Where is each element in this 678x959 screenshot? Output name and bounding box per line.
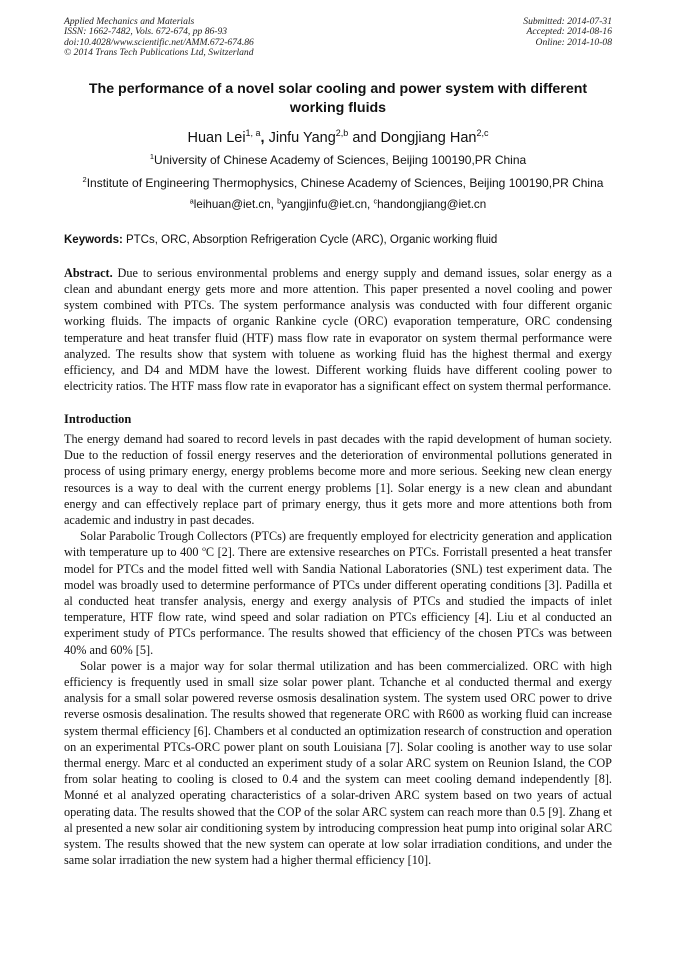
date-submitted: Submitted: 2014-07-31 [523, 16, 612, 27]
date-online: Online: 2014-10-08 [535, 36, 612, 48]
email-mark: c [373, 196, 378, 206]
paper-title: The performance of a novel solar cooling and power system with different working fluids [88, 81, 588, 117]
journal-name: Applied Mechanics and Materials [64, 16, 195, 27]
affiliation-text: Institute of Engineering Thermophysics, Chinese Academy of Sciences, Beijing 100190,PR China [86, 176, 604, 191]
keywords [64, 234, 612, 246]
keywords-text: PTCs, ORC, Absorption Refrigeration Cycle (ARC), Organic working fluid [122, 234, 498, 247]
author-affiliation-mark: 2,b [335, 128, 349, 139]
author-separator: and [348, 130, 381, 147]
journal-issn: ISSN: 1662-7482, Vols. 672-674, pp 86-93 [64, 26, 228, 38]
author-emails [64, 197, 612, 212]
email-link: handongjiang@iet.cn [377, 198, 487, 212]
email-link: yangjinfu@iet.cn, [281, 198, 374, 212]
journal-copyright: © 2014 Trans Tech Publications Ltd, Switzerland [64, 46, 254, 58]
author-name: Huan Lei [187, 130, 246, 147]
author-affiliation-mark: 2,c [476, 128, 489, 139]
degree-mark: o [202, 544, 206, 554]
section-heading-introduction: Introduction [64, 411, 132, 426]
abstract-label: Abstract. [64, 266, 113, 281]
keywords-label: Keywords: [64, 234, 123, 247]
intro-paragraph-1: The energy demand had soared to record levels in past decades with the rapid development of human society. Due to the reduction of fossil energy reserves and the deterioration of environmental pollutions generated in process of using primary energy, energy problems become more and more serious. Seeking new clean energy resources is a way to deal with the current energy problems [1]. Solar energy is a new clean and abundant energy and can effectively replace part of primary energy, thus it gets more and more attentions both from academic and industry in past decades. [64, 431, 612, 527]
author-list [64, 129, 612, 147]
journal-header [64, 0, 612, 58]
author-name: Dongjiang Han [380, 130, 477, 147]
affiliation-2 [60, 176, 626, 191]
affiliation-mark: 2 [82, 175, 87, 185]
affiliation-1 [64, 153, 612, 168]
journal-doi: doi:10.4028/www.scientific.net/AMM.672-674.86 [64, 36, 254, 48]
abstract-text: Due to serious environmental problems and energy supply and demand issues, solar energy as a clean and abundant energy gets more and more attention. This paper presented a novel cooling and power system combined with PTCs. The system performance analysis was conducted with four different organic working fluids. The impacts of organic Rankine cycle (ORC) evaporation temperature, ORC condensing temperature and heat transfer fluid (HTF) mass flow rate in evaporator on system thermal performance were analyzed. The results show that system with toluene as working fluid has the highest thermal and exergy efficiency, and D4 and MDM have the lowest. Different working fluids have different cooling power to electricity ratios. The HTF mass flow rate in evaporator has a significant effect on system thermal performance. [64, 266, 612, 393]
affiliation-mark: 1 [149, 152, 154, 162]
journal-info [64, 17, 254, 58]
affiliation-text: University of Chinese Academy of Sciences, Beijing 100190,PR China [153, 153, 527, 168]
author-affiliation-mark: 1, a [245, 128, 261, 139]
author-separator: , [260, 130, 269, 147]
paragraph-text: Solar Parabolic Trough Collectors (PTCs) are frequently employed for electricity generation and application with temperature up to 400 [64, 529, 612, 560]
abstract [64, 265, 612, 394]
date-accepted: Accepted: 2014-08-16 [526, 26, 612, 38]
author-name: Jinfu Yang [268, 130, 336, 147]
paragraph-text: C [2]. There are extensive researches on PTCs. Forristall presented a heat transfer model for PTCs and the model fitted well with Sandia National Laboratories (SNL) test experiment data. The model was broadly used to determine performance of PTCs under different operating conditions [3]. Padilla et al conducted heat transfer analysis, energy and exergy analysis of PTCs and studied the impacts of inlet temperature, HTF flow rate, wind speed and solar radiation on PTCs efficiency [4]. Liu et al conducted an experiment study of PTCs performance. The results showed that efficiency of the chosen PTCs was between 40% and 60% [5]. [64, 545, 612, 657]
email-mark: a [189, 196, 194, 206]
intro-paragraph-3: Solar power is a major way for solar thermal utilization and has been commercialized. ORC with high efficiency is frequently used in small size solar power plant. Tchanche et al conducted thermal and exergy analysis for a small solar powered reverse osmosis desalination system. The system used ORC power to drive reverse osmosis desalination. The results showed that regenerate ORC with R600 as working fluid can increase system thermal efficiency [6]. Chambers et al conducted an optimization research of construction and operation on an experimental PTCs-ORC power plant on south Louisiana [7]. Solar cooling is another way to use solar thermal energy. Marc et al conducted an experiment study of a solar ARC system on Reunion Island, the COP from solar heating to cooling is closed to 0.4 and the system can meet cooling demand independently [8]. Monné et al analyzed operating characteristics of a solar-driven ARC system based on two years of actual operating data. The results showed that the COP of the solar ARC system can reach more than 0.5 [9]. Zhang et al presented a new solar air conditioning system by introducing compression heat pump into original solar ARC system. The results showed that the new system can operate at low solar irradiation conditions, and under the same solar irradiation the new system had a higher thermal efficiency [10]. [64, 658, 612, 868]
intro-paragraph-2 [64, 528, 612, 658]
submission-dates [523, 17, 612, 58]
email-mark: b [277, 196, 282, 206]
email-link: leihuan@iet.cn, [193, 198, 278, 212]
